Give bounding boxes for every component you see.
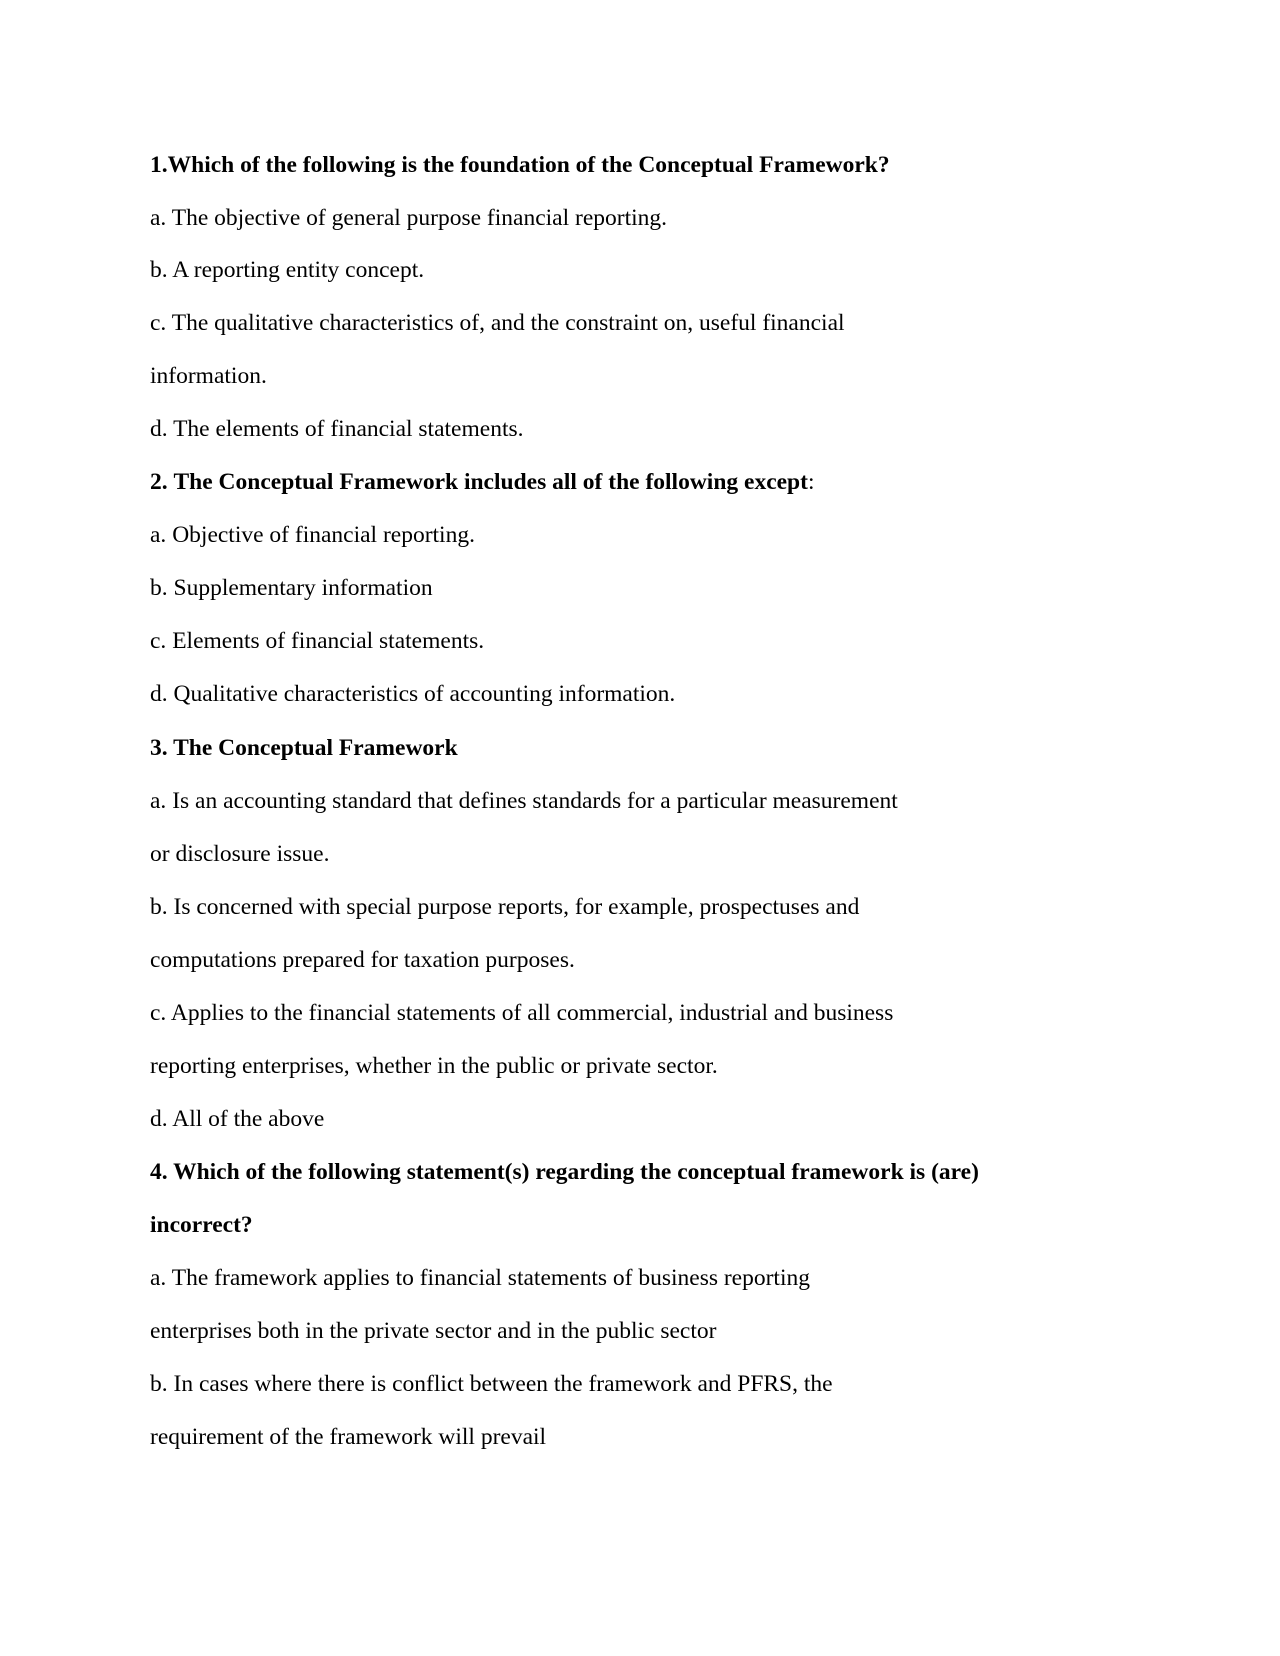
option-text: The elements of financial statements. xyxy=(173,416,524,442)
option-text: Objective of financial reporting. xyxy=(172,522,475,548)
option-label: a. xyxy=(150,788,167,814)
question-suffix: : xyxy=(807,469,815,495)
question-1-option-a xyxy=(150,203,1150,233)
question-3-option-a-continued: or disclosure issue. xyxy=(150,841,330,867)
question-2-option-a xyxy=(150,520,1150,550)
question-text: The Conceptual Framework xyxy=(173,735,458,761)
question-1-option-c xyxy=(150,308,1150,338)
question-4-heading xyxy=(150,1157,1150,1187)
option-label: b. xyxy=(150,894,168,920)
question-number: 2. xyxy=(150,469,168,495)
option-text: The objective of general purpose financial reporting. xyxy=(171,205,668,231)
question-3-option-a xyxy=(150,786,1150,816)
question-2-option-b xyxy=(150,573,1150,603)
question-3-option-c xyxy=(150,998,1150,1028)
question-4-option-a xyxy=(150,1263,1150,1293)
option-label: b. xyxy=(150,257,168,283)
question-4-option-b-continued: requirement of the framework will prevail xyxy=(150,1424,547,1450)
option-label: d. xyxy=(150,416,168,442)
question-number: 4. xyxy=(150,1159,168,1185)
question-3-option-c-continued: reporting enterprises, whether in the public or private sector. xyxy=(150,1053,718,1079)
option-label: b. xyxy=(150,575,168,601)
question-3-option-b-continued: computations prepared for taxation purposes. xyxy=(150,947,575,973)
option-text: The framework applies to financial statements of business reporting xyxy=(171,1265,810,1291)
question-1-option-d xyxy=(150,414,1150,444)
option-text: Elements of financial statements. xyxy=(172,628,485,654)
question-number: 3. xyxy=(150,735,168,761)
question-text: Which of the following is the foundation of the Conceptual Framework? xyxy=(167,152,890,178)
question-2-heading xyxy=(150,467,1150,497)
question-4-heading-continued: incorrect? xyxy=(150,1212,253,1238)
option-label: b. xyxy=(150,1371,168,1397)
option-label: c. xyxy=(150,1000,167,1026)
option-text: The qualitative characteristics of, and the constraint on, useful financial xyxy=(171,310,845,336)
question-4-option-b xyxy=(150,1369,1150,1399)
option-text: Applies to the financial statements of all commercial, industrial and business xyxy=(170,1000,894,1026)
option-text: Is concerned with special purpose reports, for example, prospectuses and xyxy=(173,894,860,920)
question-4-option-a-continued: enterprises both in the private sector and in the public sector xyxy=(150,1318,717,1344)
option-text: In cases where there is conflict between the framework and PFRS, the xyxy=(173,1371,833,1397)
question-2-option-d xyxy=(150,679,1150,709)
option-text: Is an accounting standard that defines standards for a particular measurement xyxy=(172,788,898,814)
option-label: c. xyxy=(150,310,167,336)
question-3-heading xyxy=(150,733,1150,763)
option-text: A reporting entity concept. xyxy=(172,257,425,283)
question-3-option-b xyxy=(150,892,1150,922)
option-label: c. xyxy=(150,628,167,654)
question-1-heading xyxy=(150,150,1150,180)
question-3-option-d xyxy=(150,1104,1150,1134)
option-label: d. xyxy=(150,681,168,707)
option-label: a. xyxy=(150,1265,167,1291)
question-text: The Conceptual Framework includes all of the following except xyxy=(173,469,808,495)
question-number: 1. xyxy=(150,152,168,178)
question-text: Which of the following statement(s) regarding the conceptual framework is (are) xyxy=(173,1159,979,1185)
option-text: Qualitative characteristics of accounting information. xyxy=(173,681,676,707)
question-1-option-c-continued: information. xyxy=(150,363,267,389)
option-label: d. xyxy=(150,1106,168,1132)
option-text: All of the above xyxy=(172,1106,325,1132)
question-1-option-b xyxy=(150,255,1150,285)
option-label: a. xyxy=(150,522,167,548)
option-label: a. xyxy=(150,205,167,231)
question-2-option-c xyxy=(150,626,1150,656)
option-text: Supplementary information xyxy=(173,575,433,601)
